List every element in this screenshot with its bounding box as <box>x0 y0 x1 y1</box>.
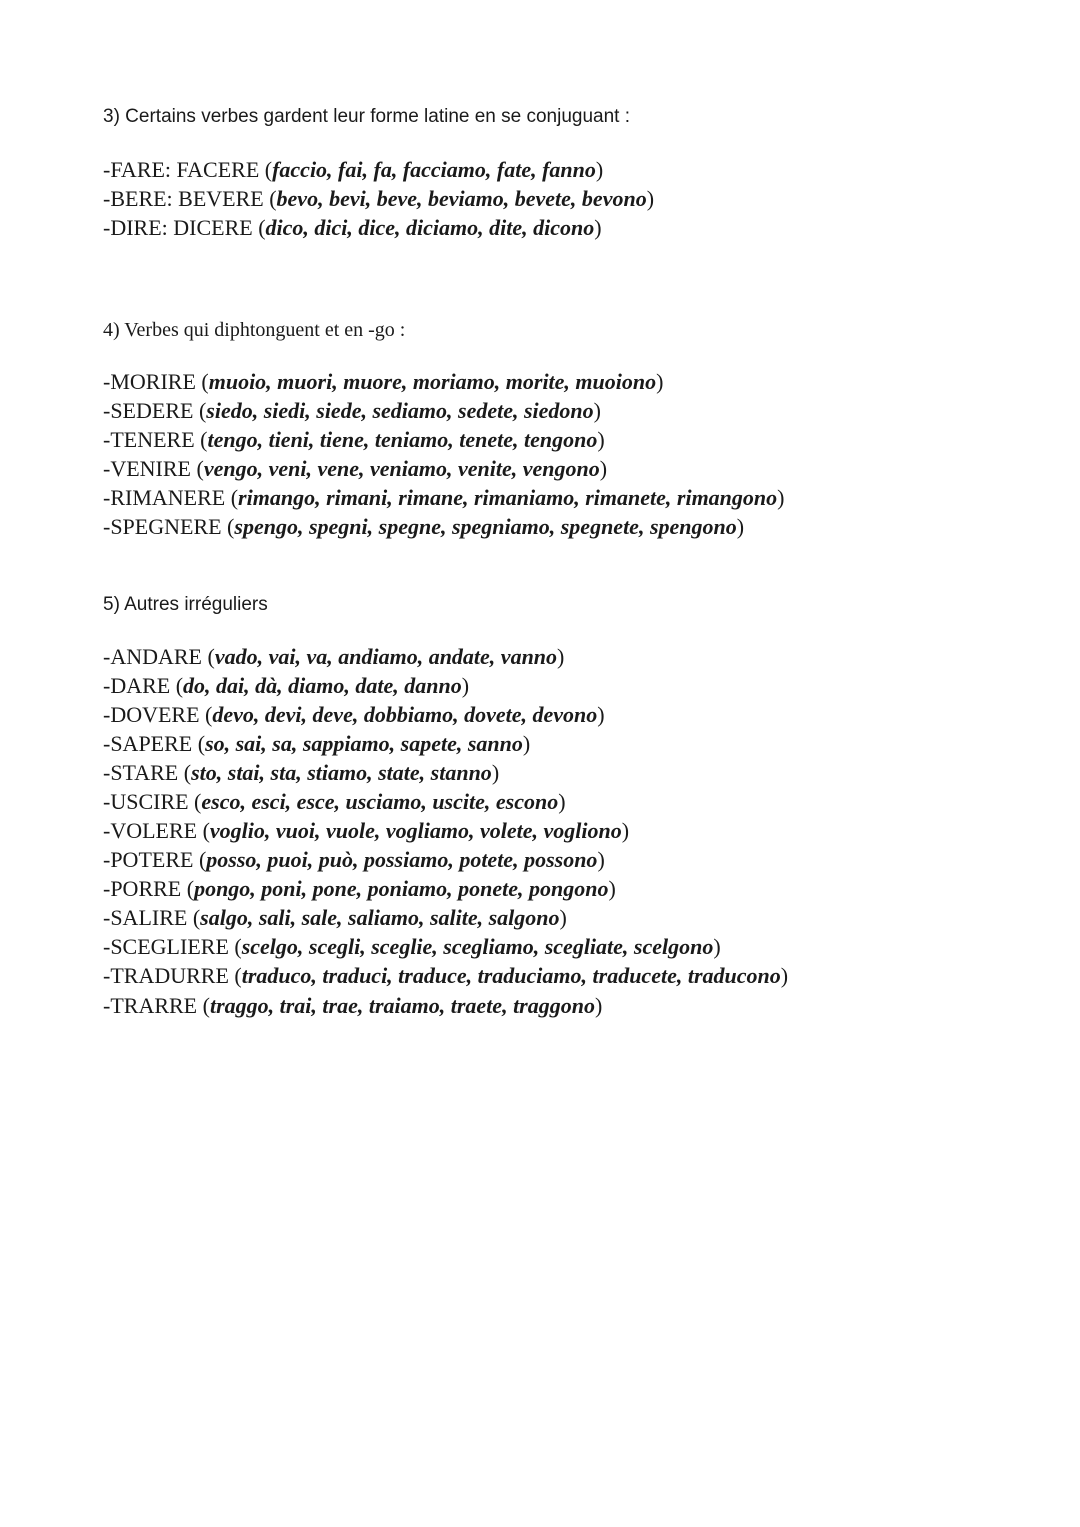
verb-forms: posso, puoi, può, possiamo, potete, possono <box>206 847 598 872</box>
verb-forms: voglio, vuoi, vuole, vogliamo, volete, vogliono <box>209 818 622 843</box>
verb-forms: traduco, traduci, traduce, traduciamo, traducete, traducono <box>241 963 781 988</box>
verb-label: -DIRE: DICERE ( <box>103 215 266 240</box>
verb-forms: esco, esci, esce, usciamo, uscite, escono <box>201 789 559 814</box>
verb-close: ) <box>557 644 565 669</box>
verb-label: -SAPERE ( <box>103 731 206 756</box>
verb-close: ) <box>558 789 566 814</box>
verb-label: -STARE ( <box>103 760 192 785</box>
verb-close: ) <box>595 157 604 182</box>
verb-forms: vengo, veni, vene, veniamo, venite, vengono <box>203 456 600 481</box>
verb-line-dire <box>103 214 602 242</box>
verb-label: -TENERE ( <box>103 427 208 452</box>
verb-label: -ANDARE ( <box>103 644 215 669</box>
verb-label: -SPEGNERE ( <box>103 514 235 539</box>
section-3-heading: 3) Certains verbes gardent leur forme latine en se conjuguant : <box>103 106 631 127</box>
verb-close: ) <box>646 186 655 211</box>
verb-label: -MORIRE ( <box>103 369 209 394</box>
verb-close: ) <box>461 673 470 698</box>
section-5-heading: 5) Autres irréguliers <box>103 594 268 615</box>
verb-forms: traggo, trai, trae, traiamo, traete, traggono <box>209 993 595 1018</box>
verb-line-trarre <box>103 992 602 1020</box>
verb-forms: bevo, bevi, beve, beviamo, bevete, bevono <box>276 186 647 211</box>
verb-forms: faccio, fai, fa, facciamo, fate, fanno <box>272 157 596 182</box>
verb-line-dovere <box>103 701 605 729</box>
verb-line-stare <box>103 759 499 787</box>
verb-line-andare <box>103 643 564 671</box>
verb-close: ) <box>593 398 601 423</box>
verb-line-potere <box>103 846 605 874</box>
verb-close: ) <box>736 514 745 539</box>
verb-line-uscire <box>103 788 566 816</box>
verb-line-sedere <box>103 397 601 425</box>
verb-label: -PORRE ( <box>103 876 195 901</box>
verb-close: ) <box>594 993 603 1018</box>
verb-line-salire <box>103 904 567 932</box>
verb-line-rimanere <box>103 484 784 512</box>
verb-forms: vado, vai, va, andiamo, andate, vanno <box>214 644 558 669</box>
verb-forms: so, sai, sa, sappiamo, sapete, sanno <box>205 731 523 756</box>
verb-line-tenere <box>103 426 605 454</box>
verb-line-volere <box>103 817 629 845</box>
verb-close: ) <box>608 876 616 901</box>
verb-forms: muoio, muori, muore, moriamo, morite, muoiono <box>208 369 657 394</box>
verb-forms: do, dai, dà, diamo, date, danno <box>183 673 462 698</box>
verb-forms: pongo, poni, pone, poniamo, ponete, pongono <box>194 876 609 901</box>
verb-close: ) <box>599 456 608 481</box>
verb-forms: rimango, rimani, rimane, rimaniamo, rimanete, rimangono <box>238 485 778 510</box>
verb-line-bere <box>103 185 654 213</box>
verb-close: ) <box>621 818 630 843</box>
verb-forms: scelgo, scegli, sceglie, scegliamo, scegliate, scelgono <box>241 934 714 959</box>
verb-close: ) <box>780 963 789 988</box>
verb-line-scegliere <box>103 933 721 961</box>
verb-label: -FARE: FACERE ( <box>103 157 273 182</box>
verb-line-fare <box>103 156 603 184</box>
verb-close: ) <box>713 934 721 959</box>
verb-label: -TRADURRE ( <box>103 963 242 988</box>
verb-line-venire <box>103 455 607 483</box>
verb-forms: sto, stai, sta, stiamo, state, stanno <box>191 760 492 785</box>
verb-forms: spengo, spegni, spegne, spegniamo, spegnete, spengono <box>234 514 737 539</box>
verb-close: ) <box>559 905 567 930</box>
verb-close: ) <box>777 485 785 510</box>
verb-line-sapere <box>103 730 530 758</box>
verb-close: ) <box>594 215 602 240</box>
verb-line-tradurre <box>103 962 788 990</box>
verb-label: -VENIRE ( <box>103 456 204 481</box>
verb-label: -DARE ( <box>103 673 184 698</box>
verb-line-morire <box>103 368 663 396</box>
verb-close: ) <box>656 369 664 394</box>
verb-close: ) <box>597 702 605 727</box>
verb-label: -SCEGLIERE ( <box>103 934 242 959</box>
verb-label: -USCIRE ( <box>103 789 202 814</box>
verb-forms: dico, dici, dice, diciamo, dite, dicono <box>265 215 595 240</box>
verb-close: ) <box>597 427 605 452</box>
verb-line-porre <box>103 875 616 903</box>
verb-label: -SEDERE ( <box>103 398 207 423</box>
verb-label: -VOLERE ( <box>103 818 210 843</box>
verb-line-dare <box>103 672 469 700</box>
verb-forms: devo, devi, deve, dobbiamo, dovete, devono <box>212 702 598 727</box>
verb-label: -POTERE ( <box>103 847 207 872</box>
verb-label: -BERE: BEVERE ( <box>103 186 277 211</box>
verb-label: -DOVERE ( <box>103 702 213 727</box>
verb-label: -TRARRE ( <box>103 993 210 1018</box>
verb-forms: tengo, tieni, tiene, teniamo, tenete, tengono <box>207 427 598 452</box>
verb-close: ) <box>491 760 500 785</box>
section-4-heading: 4) Verbes qui diphtonguent et en -go : <box>103 319 406 341</box>
verb-line-spegnere <box>103 513 744 541</box>
verb-label: -RIMANERE ( <box>103 485 239 510</box>
verb-forms: salgo, sali, sale, saliamo, salite, salgono <box>200 905 560 930</box>
verb-close: ) <box>597 847 605 872</box>
verb-forms: siedo, siedi, siede, sediamo, sedete, siedono <box>206 398 594 423</box>
verb-close: ) <box>522 731 531 756</box>
verb-label: -SALIRE ( <box>103 905 201 930</box>
